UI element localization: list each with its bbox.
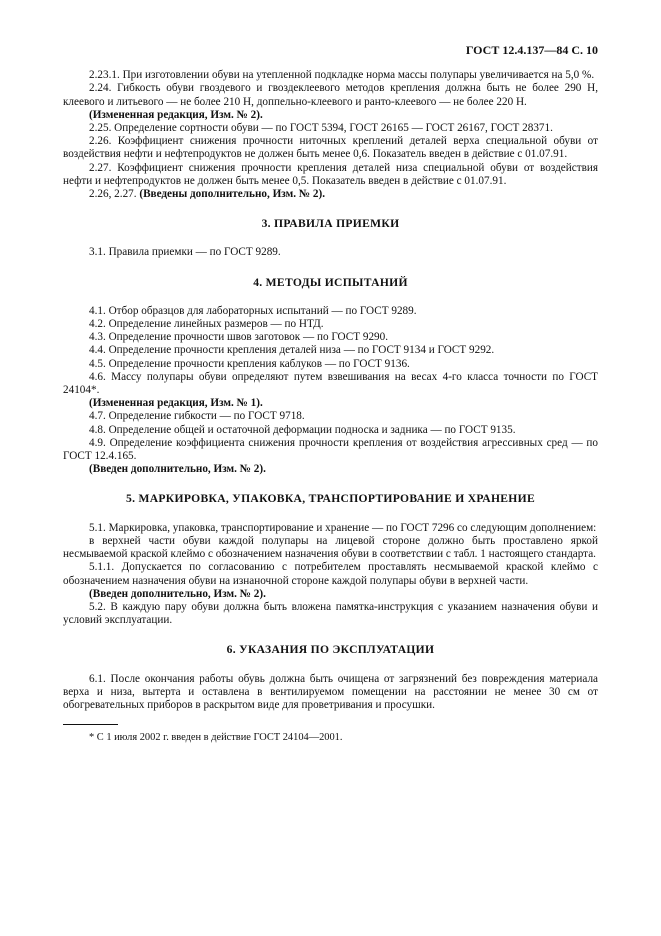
clause-4-4: 4.4. Определение прочности крепления деталей низа — по ГОСТ 9134 и ГОСТ 9292. (89, 344, 495, 357)
clause-4-7: 4.7. Определение гибкости — по ГОСТ 9718. (89, 410, 305, 423)
document-page (63, 44, 598, 744)
addition-note: (Введен дополнительно, Изм. № 2). (89, 463, 266, 476)
clause-2-26-2-27-note (63, 188, 598, 201)
running-header: ГОСТ 12.4.137—84 С. 10 (465, 43, 598, 57)
clause-3-1: 3.1. Правила приемки — по ГОСТ 9289. (89, 246, 281, 259)
clause-4-9: 4.9. Определение коэффициента снижения прочности крепления от воздействия агрессивных сред — по ГОСТ 12.4.165. (63, 436, 598, 463)
amendment-note: (Измененная редакция, Изм. № 1). (89, 397, 263, 410)
clause-4-1: 4.1. Отбор образцов для лабораторных испытаний — по ГОСТ 9289. (89, 304, 417, 317)
footnote-divider (63, 724, 118, 725)
section-4-title: 4. МЕТОДЫ ИСПЫТАНИЙ (253, 275, 408, 289)
clause-2-27: 2.27. Коэффициент снижения прочности крепления деталей низа специальной обуви от воздействия нефти и нефтепродуктов не должен быть менее 0,5. Показатель введен в действие с 01.07.91. (63, 161, 598, 187)
amendment-note: (Измененная редакция, Изм. № 2). (89, 108, 263, 121)
clause-4-8: 4.8. Определение общей и остаточной деформации подноска и задника — по ГОСТ 9135. (89, 423, 516, 436)
clause-2-23-1: 2.23.1. При изготовлении обуви на утепленной подкладке норма массы полупары увеличивается на 5,0 %. (89, 69, 595, 82)
addition-note: (Введены дополнительно, Изм. № 2). (139, 188, 326, 201)
clause-4-5: 4.5. Определение прочности крепления каблуков — по ГОСТ 9136. (89, 357, 410, 370)
clause-5-1: 5.1. Маркировка, упаковка, транспортирование и хранение — по ГОСТ 7296 со следующим дополнением: (89, 521, 597, 534)
addition-note: (Введен дополнительно, Изм. № 2). (89, 587, 266, 600)
clause-2-26: 2.26. Коэффициент снижения прочности ниточных креплений деталей верха специальной обуви от воздействия нефти и нефтепродуктов не должен быть менее 0,6. Показатель введен в действие с 01.07.91. (63, 135, 598, 161)
clause-5-2: 5.2. В каждую пару обуви должна быть вложена памятка-инструкция с указанием назначения обуви и условий эксплуатации. (63, 600, 598, 627)
clause-5-1-addition: в верхней части обуви каждой полупары на лицевой стороне должно быть проставлено яркой несмываемой краской клеймо с обозначением назначения обуви в соответствии с табл. 1 настоящего стандарта. (63, 534, 598, 561)
clause-6-1: 6.1. После окончания работы обувь должна быть очищена от загрязнений без повреждения материала верха и низа, вытерта и оставлена в вентилируемом помещении на расстоянии не менее 30 см от обогревательных приборов в раскрытом виде для проветривания и просушки. (63, 672, 598, 711)
clause-numbers: 2.26, 2.27. (89, 188, 137, 201)
section-3-title: 3. ПРАВИЛА ПРИЕМКИ (261, 217, 400, 231)
footnote: * С 1 июля 2002 г. введен в действие ГОСТ 24104—2001. (89, 732, 343, 744)
clause-4-3: 4.3. Определение прочности швов заготовок — по ГОСТ 9290. (89, 331, 389, 344)
clause-2-25: 2.25. Определение сортности обуви — по ГОСТ 5394, ГОСТ 26165 — ГОСТ 26167, ГОСТ 28371. (89, 122, 553, 135)
section-5-title: 5. МАРКИРОВКА, УПАКОВКА, ТРАНСПОРТИРОВАНИЕ И ХРАНЕНИЕ (126, 492, 535, 506)
clause-4-6: 4.6. Массу полупары обуви определяют путем взвешивания на весах 4-го класса точности по ГОСТ 24104*. (63, 370, 598, 397)
clause-5-1-1: 5.1.1. Допускается по согласованию с потребителем проставлять несмываемой краской клеймо с обозначением назначения обуви на изнаночной стороне каждой полупары обуви в верхней части. (63, 561, 598, 587)
section-6-title: 6. УКАЗАНИЯ ПО ЭКСПЛУАТАЦИИ (226, 643, 435, 657)
clause-4-2: 4.2. Определение линейных размеров — по НТД. (89, 318, 324, 331)
clause-2-24: 2.24. Гибкость обуви гвоздевого и гвоздеклеевого методов крепления должна быть не более 290 Н, клеевого и литьевого — не более 210 Н, доппельно-клеевого и ранто-клеевого — не более 220 Н. (63, 82, 598, 108)
